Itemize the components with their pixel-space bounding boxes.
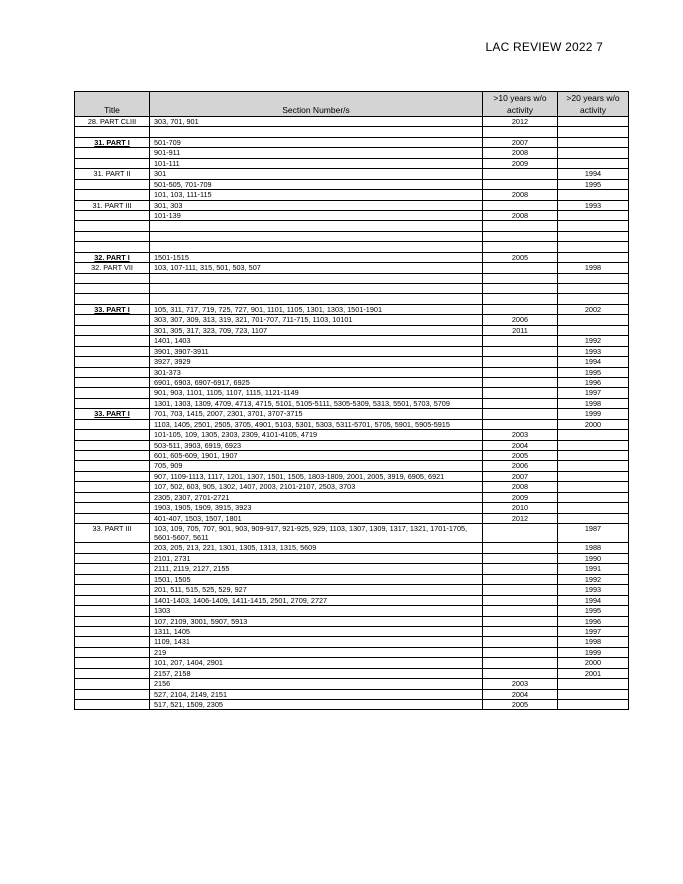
sections-cell: 101-111	[150, 158, 483, 168]
sections-cell: 1109, 1431	[150, 637, 483, 647]
table-row	[75, 616, 629, 626]
over10-cell: 2007	[483, 471, 558, 481]
table-row	[75, 595, 629, 605]
over10-cell: 2008	[483, 210, 558, 220]
table-row	[75, 284, 629, 294]
over20-cell	[558, 482, 629, 492]
table-row	[75, 294, 629, 304]
sections-cell: 101-139	[150, 210, 483, 220]
over20-cell: 1996	[558, 616, 629, 626]
sections-cell: 101-105, 109, 1305, 2303, 2309, 4101-4105, 4719	[150, 430, 483, 440]
over20-cell	[558, 117, 629, 127]
table-row	[75, 606, 629, 616]
sections-cell: 101, 207, 1404, 2901	[150, 658, 483, 668]
title-cell: 33. PART I	[75, 409, 150, 419]
table-row	[75, 658, 629, 668]
over20-cell	[558, 700, 629, 710]
over10-cell	[483, 647, 558, 657]
column-header-sections: Section Number/s	[150, 92, 483, 117]
table-row	[75, 252, 629, 262]
over10-cell	[483, 388, 558, 398]
over10-cell: 2009	[483, 492, 558, 502]
sections-cell: 2101, 2731	[150, 553, 483, 563]
over20-cell	[558, 242, 629, 252]
sections-cell: 901, 903, 1101, 1105, 1107, 1115, 1121-1149	[150, 388, 483, 398]
title-cell	[75, 503, 150, 513]
table-row	[75, 200, 629, 210]
sections-cell	[150, 273, 483, 283]
over20-cell: 1988	[558, 543, 629, 553]
table-row	[75, 482, 629, 492]
over10-cell	[483, 242, 558, 252]
over20-cell: 2001	[558, 668, 629, 678]
over20-cell: 1997	[558, 626, 629, 636]
over10-cell	[483, 221, 558, 231]
title-cell	[75, 284, 150, 294]
over10-cell: 2009	[483, 158, 558, 168]
over20-cell: 1994	[558, 169, 629, 179]
title-cell	[75, 430, 150, 440]
over10-cell	[483, 626, 558, 636]
title-cell	[75, 325, 150, 335]
sections-cell: 3927, 3929	[150, 357, 483, 367]
table-header-row	[75, 92, 629, 117]
sections-cell: 201, 511, 515, 525, 529, 927	[150, 585, 483, 595]
table-row	[75, 169, 629, 179]
over20-cell: 1992	[558, 336, 629, 346]
over20-cell	[558, 471, 629, 481]
sections-cell: 301-373	[150, 367, 483, 377]
title-cell: 28. PART CLIII	[75, 117, 150, 127]
sections-cell: 1301, 1303, 1309, 4709, 4713, 4715, 5101, 5105-5111, 5305-5309, 5313, 5501, 5703, 5709	[150, 398, 483, 408]
title-cell	[75, 689, 150, 699]
sections-cell: 301	[150, 169, 483, 179]
over10-cell	[483, 585, 558, 595]
table-row	[75, 668, 629, 678]
table-row	[75, 461, 629, 471]
title-cell: 33. PART I	[75, 304, 150, 314]
over20-cell: 1993	[558, 200, 629, 210]
over10-cell	[483, 606, 558, 616]
sections-cell: 1501-1515	[150, 252, 483, 262]
sections-cell: 2305, 2307, 2701-2721	[150, 492, 483, 502]
over10-cell: 2005	[483, 252, 558, 262]
over10-cell	[483, 616, 558, 626]
sections-cell: 103, 109, 705, 707, 901, 903, 909-917, 921-925, 929, 1103, 1307, 1309, 1317, 1321, 1701-1705, 5601-5607, 5611	[150, 524, 483, 543]
title-cell	[75, 190, 150, 200]
table-row	[75, 137, 629, 147]
over10-cell: 2005	[483, 451, 558, 461]
over10-cell	[483, 553, 558, 563]
over10-cell: 2010	[483, 503, 558, 513]
over20-cell: 1995	[558, 367, 629, 377]
column-header-title: Title	[75, 92, 150, 117]
over20-cell	[558, 503, 629, 513]
over20-cell	[558, 440, 629, 450]
sections-cell	[150, 294, 483, 304]
sections-cell: 301, 303	[150, 200, 483, 210]
title-cell	[75, 210, 150, 220]
sections-cell: 501-709	[150, 137, 483, 147]
sections-cell: 107, 502, 603, 905, 1302, 1407, 2003, 2101-2107, 2503, 3703	[150, 482, 483, 492]
over10-cell: 2003	[483, 430, 558, 440]
table-row	[75, 430, 629, 440]
over20-cell	[558, 127, 629, 137]
sections-cell: 601, 605-609, 1901, 1907	[150, 451, 483, 461]
sections-cell: 527, 2104, 2149, 2151	[150, 689, 483, 699]
over20-cell	[558, 294, 629, 304]
table-row	[75, 700, 629, 710]
sections-cell: 1501, 1505	[150, 574, 483, 584]
title-cell	[75, 637, 150, 647]
title-cell	[75, 595, 150, 605]
over10-cell: 2012	[483, 117, 558, 127]
over10-cell	[483, 524, 558, 543]
over20-cell: 2002	[558, 304, 629, 314]
over20-cell: 1991	[558, 564, 629, 574]
over20-cell: 1999	[558, 409, 629, 419]
over20-cell: 1994	[558, 595, 629, 605]
sections-cell: 303, 701, 901	[150, 117, 483, 127]
title-cell	[75, 564, 150, 574]
sections-cell: 517, 521, 1509, 2305	[150, 700, 483, 710]
over20-cell	[558, 252, 629, 262]
over10-cell	[483, 668, 558, 678]
sections-cell: 1303	[150, 606, 483, 616]
sections-cell: 1903, 1905, 1909, 3915, 3923	[150, 503, 483, 513]
over20-cell	[558, 451, 629, 461]
table-row	[75, 242, 629, 252]
over20-cell	[558, 325, 629, 335]
sections-cell: 1103, 1405, 2501, 2505, 3705, 4901, 5103, 5301, 5303, 5311-5701, 5705, 5901, 5905-5915	[150, 419, 483, 429]
column-header-over10: >10 years w/o activity	[483, 92, 558, 117]
table-row	[75, 127, 629, 137]
table-row	[75, 221, 629, 231]
sections-cell	[150, 221, 483, 231]
over20-cell	[558, 689, 629, 699]
over10-cell: 2005	[483, 700, 558, 710]
sections-cell: 101, 103, 111-115	[150, 190, 483, 200]
title-cell	[75, 357, 150, 367]
sections-cell	[150, 231, 483, 241]
table-row	[75, 315, 629, 325]
over10-cell: 2008	[483, 190, 558, 200]
page-header: LAC REVIEW 2022 7	[485, 40, 603, 54]
over20-cell	[558, 210, 629, 220]
over20-cell: 2000	[558, 658, 629, 668]
over10-cell: 2006	[483, 315, 558, 325]
sections-cell: 1401-1403, 1406-1409, 1411-1415, 2501, 2709, 2727	[150, 595, 483, 605]
over10-cell	[483, 273, 558, 283]
table-row	[75, 117, 629, 127]
over20-cell: 2000	[558, 419, 629, 429]
over20-cell	[558, 158, 629, 168]
title-cell	[75, 221, 150, 231]
column-header-over20: >20 years w/o activity	[558, 92, 629, 117]
over20-cell: 1995	[558, 179, 629, 189]
over20-cell	[558, 273, 629, 283]
title-cell: 31. PART II	[75, 169, 150, 179]
over10-cell: 2003	[483, 679, 558, 689]
sections-cell: 107, 2109, 3001, 5907, 5913	[150, 616, 483, 626]
table-row	[75, 357, 629, 367]
table-row	[75, 524, 629, 543]
table-row	[75, 409, 629, 419]
title-cell	[75, 492, 150, 502]
table-row	[75, 273, 629, 283]
title-cell	[75, 647, 150, 657]
table-row	[75, 325, 629, 335]
title-cell	[75, 440, 150, 450]
over20-cell: 1998	[558, 637, 629, 647]
over10-cell	[483, 564, 558, 574]
table-row	[75, 564, 629, 574]
sections-cell: 103, 107-111, 315, 501, 503, 507	[150, 263, 483, 273]
over20-cell	[558, 284, 629, 294]
over10-cell: 2007	[483, 137, 558, 147]
over20-cell	[558, 148, 629, 158]
over10-cell: 2008	[483, 148, 558, 158]
over20-cell: 1998	[558, 398, 629, 408]
over20-cell: 1993	[558, 585, 629, 595]
table-row	[75, 471, 629, 481]
title-cell	[75, 346, 150, 356]
over20-cell: 1996	[558, 377, 629, 387]
sections-cell: 1401, 1403	[150, 336, 483, 346]
table-row	[75, 440, 629, 450]
table-row	[75, 346, 629, 356]
over10-cell	[483, 574, 558, 584]
over10-cell	[483, 658, 558, 668]
over10-cell	[483, 304, 558, 314]
table-row	[75, 689, 629, 699]
over10-cell	[483, 169, 558, 179]
sections-cell	[150, 127, 483, 137]
title-cell	[75, 367, 150, 377]
table-row	[75, 503, 629, 513]
table-row	[75, 377, 629, 387]
over10-cell	[483, 284, 558, 294]
sections-cell: 3901, 3907-3911	[150, 346, 483, 356]
over10-cell	[483, 231, 558, 241]
over20-cell: 1990	[558, 553, 629, 563]
over20-cell	[558, 315, 629, 325]
over20-cell: 1994	[558, 357, 629, 367]
over10-cell	[483, 263, 558, 273]
title-cell	[75, 273, 150, 283]
sections-cell: 2111, 2119, 2127, 2155	[150, 564, 483, 574]
title-cell	[75, 553, 150, 563]
over10-cell	[483, 127, 558, 137]
over10-cell	[483, 179, 558, 189]
table-row	[75, 574, 629, 584]
over10-cell	[483, 543, 558, 553]
table-row	[75, 210, 629, 220]
over20-cell	[558, 461, 629, 471]
over10-cell	[483, 336, 558, 346]
over10-cell	[483, 200, 558, 210]
over10-cell: 2011	[483, 325, 558, 335]
over10-cell	[483, 398, 558, 408]
table-row	[75, 304, 629, 314]
title-cell	[75, 626, 150, 636]
table-row	[75, 451, 629, 461]
table-row	[75, 679, 629, 689]
sections-cell: 301, 305, 317, 323, 709, 723, 1107	[150, 325, 483, 335]
sections-cell: 303, 307, 309, 313, 319, 321, 701-707, 711-715, 1103, 10101	[150, 315, 483, 325]
table-row	[75, 231, 629, 241]
sections-cell: 219	[150, 647, 483, 657]
over20-cell	[558, 513, 629, 523]
over20-cell	[558, 679, 629, 689]
title-cell	[75, 461, 150, 471]
table-row	[75, 647, 629, 657]
title-cell	[75, 451, 150, 461]
sections-cell: 501-505, 701-709	[150, 179, 483, 189]
table-row	[75, 336, 629, 346]
table-row	[75, 398, 629, 408]
over10-cell	[483, 346, 558, 356]
over10-cell	[483, 409, 558, 419]
title-cell	[75, 585, 150, 595]
over10-cell	[483, 595, 558, 605]
title-cell: 33. PART III	[75, 524, 150, 543]
over20-cell: 1987	[558, 524, 629, 543]
title-cell	[75, 231, 150, 241]
title-cell	[75, 315, 150, 325]
sections-cell: 6901, 6903, 6907-6917, 6925	[150, 377, 483, 387]
title-cell: 31. PART I	[75, 137, 150, 147]
table-row	[75, 513, 629, 523]
sections-cell: 203, 205, 213, 221, 1301, 1305, 1313, 1315, 5609	[150, 543, 483, 553]
over10-cell: 2006	[483, 461, 558, 471]
table-row	[75, 190, 629, 200]
over10-cell: 2004	[483, 689, 558, 699]
over10-cell	[483, 357, 558, 367]
title-cell	[75, 616, 150, 626]
lac-review-table	[74, 91, 629, 710]
over20-cell	[558, 231, 629, 241]
sections-cell: 1311, 1405	[150, 626, 483, 636]
over20-cell: 1993	[558, 346, 629, 356]
title-cell	[75, 148, 150, 158]
over10-cell	[483, 637, 558, 647]
sections-cell: 907, 1109-1113, 1117, 1201, 1307, 1501, 1505, 1803-1809, 2001, 2005, 3919, 6905, 6921	[150, 471, 483, 481]
title-cell: 31. PART III	[75, 200, 150, 210]
title-cell	[75, 158, 150, 168]
table-row	[75, 158, 629, 168]
over20-cell	[558, 221, 629, 231]
table-row	[75, 585, 629, 595]
title-cell	[75, 574, 150, 584]
title-cell	[75, 543, 150, 553]
title-cell	[75, 242, 150, 252]
title-cell	[75, 377, 150, 387]
over10-cell	[483, 367, 558, 377]
over10-cell: 2012	[483, 513, 558, 523]
sections-cell: 503-511, 3903, 6919, 6923	[150, 440, 483, 450]
title-cell	[75, 606, 150, 616]
title-cell	[75, 679, 150, 689]
over20-cell: 1998	[558, 263, 629, 273]
table-row	[75, 543, 629, 553]
over20-cell: 1999	[558, 647, 629, 657]
table-body	[75, 117, 629, 710]
title-cell	[75, 294, 150, 304]
title-cell	[75, 482, 150, 492]
over20-cell: 1995	[558, 606, 629, 616]
title-cell	[75, 700, 150, 710]
title-cell	[75, 419, 150, 429]
over10-cell	[483, 419, 558, 429]
table-row	[75, 179, 629, 189]
title-cell	[75, 398, 150, 408]
table-row	[75, 492, 629, 502]
table-row	[75, 637, 629, 647]
table-row	[75, 553, 629, 563]
sections-cell: 2157, 2158	[150, 668, 483, 678]
sections-cell	[150, 284, 483, 294]
over20-cell	[558, 190, 629, 200]
over20-cell: 1997	[558, 388, 629, 398]
table-row	[75, 148, 629, 158]
title-cell	[75, 127, 150, 137]
over10-cell: 2008	[483, 482, 558, 492]
sections-cell: 901-911	[150, 148, 483, 158]
table-row	[75, 419, 629, 429]
over10-cell	[483, 377, 558, 387]
sections-cell	[150, 242, 483, 252]
sections-cell: 105, 311, 717, 719, 725, 727, 901, 1101, 1105, 1301, 1303, 1501-1901	[150, 304, 483, 314]
over10-cell: 2004	[483, 440, 558, 450]
title-cell	[75, 336, 150, 346]
table-row	[75, 626, 629, 636]
title-cell: 32. PART I	[75, 252, 150, 262]
over20-cell	[558, 430, 629, 440]
title-cell: 32. PART VII	[75, 263, 150, 273]
title-cell	[75, 471, 150, 481]
over10-cell	[483, 294, 558, 304]
title-cell	[75, 388, 150, 398]
sections-cell: 705, 909	[150, 461, 483, 471]
sections-cell: 2156	[150, 679, 483, 689]
table-row	[75, 263, 629, 273]
title-cell	[75, 513, 150, 523]
sections-cell: 401-407, 1503, 1507, 1801	[150, 513, 483, 523]
over20-cell	[558, 492, 629, 502]
table-row	[75, 367, 629, 377]
over20-cell: 1992	[558, 574, 629, 584]
table-row	[75, 388, 629, 398]
over20-cell	[558, 137, 629, 147]
title-cell	[75, 658, 150, 668]
title-cell	[75, 668, 150, 678]
title-cell	[75, 179, 150, 189]
sections-cell: 701, 703, 1415, 2007, 2301, 3701, 3707-3715	[150, 409, 483, 419]
